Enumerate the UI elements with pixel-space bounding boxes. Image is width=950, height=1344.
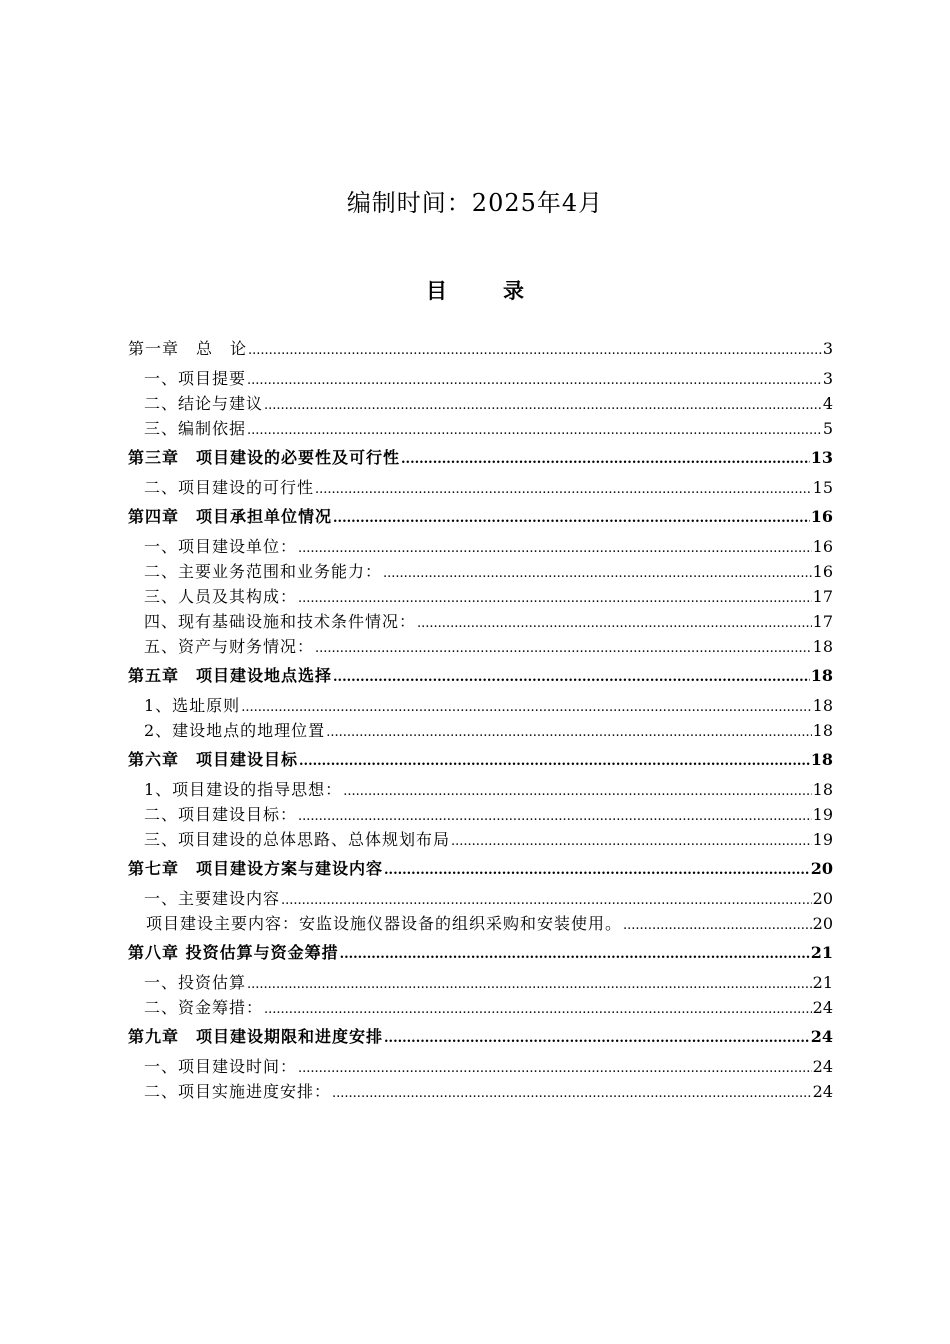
toc-dot-leader: [340, 940, 810, 967]
toc-dot-leader: [298, 802, 812, 829]
toc-entry-page-number: 18: [812, 721, 833, 740]
toc-entry-label: 第五章 项目建设地点选择: [128, 666, 333, 685]
toc-entry-label: 二、项目实施进度安排：: [144, 1082, 332, 1101]
toc-entry-label: 一、项目建设时间：: [144, 1057, 298, 1076]
toc-entry-page-number: 20: [812, 889, 833, 908]
toc-entry-page-number: 13: [810, 448, 833, 467]
toc-entry-page-number: 24: [812, 1057, 833, 1076]
toc-dot-leader: [384, 1024, 810, 1051]
toc-entry-page-number: 18: [810, 666, 833, 685]
toc-dot-leader: [326, 718, 811, 745]
toc-dot-leader: [264, 995, 812, 1022]
toc-chapter-entry[interactable]: [128, 504, 833, 529]
toc-section-entry[interactable]: [128, 584, 833, 609]
toc-entry-page-number: 18: [812, 780, 833, 799]
toc-dot-leader: [281, 886, 812, 913]
toc-dot-leader: [623, 911, 812, 938]
table-of-contents: [128, 336, 833, 1104]
toc-entry-label: 二、项目建设目标：: [144, 805, 298, 824]
toc-entry-page-number: 3: [822, 339, 833, 358]
toc-dot-leader: [298, 584, 812, 611]
toc-entry-page-number: 24: [812, 1082, 833, 1101]
toc-section-entry[interactable]: [128, 1054, 833, 1079]
toc-dot-leader: [299, 747, 810, 774]
toc-entry-label: 四、现有基础设施和技术条件情况：: [144, 612, 417, 631]
toc-entry-page-number: 18: [812, 637, 833, 656]
toc-dot-leader: [247, 970, 812, 997]
toc-entry-page-number: 19: [812, 830, 833, 849]
toc-dot-leader: [401, 445, 810, 472]
toc-entry-page-number: 18: [810, 750, 833, 769]
toc-entry-label: 2、建设地点的地理位置: [144, 721, 326, 740]
toc-entry-label: 1、项目建设的指导思想：: [144, 780, 343, 799]
toc-section-entry[interactable]: [128, 802, 833, 827]
toc-entry-label: 一、主要建设内容: [144, 889, 281, 908]
toc-entry-page-number: 17: [812, 612, 833, 631]
toc-entry-label: 一、项目建设单位：: [144, 537, 298, 556]
toc-entry-page-number: 16: [812, 537, 833, 556]
toc-title-left: 目: [426, 278, 447, 303]
toc-entry-label: 1、选址原则: [144, 696, 241, 715]
toc-entry-label: 第一章 总 论: [128, 339, 248, 358]
toc-section-entry[interactable]: [128, 391, 833, 416]
toc-chapter-entry[interactable]: [128, 856, 833, 881]
toc-section-entry[interactable]: [128, 970, 833, 995]
toc-title: [0, 276, 950, 306]
compile-date: 编制时间：2025年4月: [346, 189, 604, 217]
toc-chapter-entry[interactable]: [128, 1024, 833, 1049]
toc-section-entry[interactable]: [128, 475, 833, 500]
toc-chapter-entry[interactable]: [128, 663, 833, 688]
toc-dot-leader: [241, 693, 811, 720]
toc-section-entry[interactable]: [128, 366, 833, 391]
toc-section-entry[interactable]: [128, 634, 833, 659]
toc-entry-page-number: 15: [812, 478, 833, 497]
toc-entry-label: 第七章 项目建设方案与建设内容: [128, 859, 384, 878]
toc-entry-label: 一、项目提要: [144, 369, 247, 388]
toc-entry-page-number: 5: [822, 419, 833, 438]
toc-dot-leader: [417, 609, 812, 636]
toc-section-entry[interactable]: [128, 911, 833, 936]
toc-entry-label: 第三章 项目建设的必要性及可行性: [128, 448, 401, 467]
toc-section-entry[interactable]: [128, 827, 833, 852]
toc-dot-leader: [384, 856, 810, 883]
toc-chapter-entry[interactable]: [128, 336, 833, 361]
toc-entry-page-number: 16: [812, 562, 833, 581]
toc-entry-page-number: 19: [812, 805, 833, 824]
toc-dot-leader: [383, 559, 812, 586]
toc-entry-page-number: 20: [812, 914, 833, 933]
toc-section-entry[interactable]: [128, 693, 833, 718]
toc-dot-leader: [333, 663, 810, 690]
toc-section-entry[interactable]: [128, 534, 833, 559]
toc-title-right: 录: [503, 278, 524, 303]
toc-entry-label: 三、项目建设的总体思路、总体规划布局: [144, 830, 451, 849]
toc-dot-leader: [451, 827, 812, 854]
toc-entry-label: 二、结论与建议: [144, 394, 264, 413]
toc-entry-page-number: 24: [810, 1027, 833, 1046]
toc-section-entry[interactable]: [128, 777, 833, 802]
toc-chapter-entry[interactable]: [128, 445, 833, 470]
toc-entry-label: 第八章 投资估算与资金筹措: [128, 943, 339, 962]
toc-entry-label: 五、资产与财务情况：: [144, 637, 315, 656]
toc-section-entry[interactable]: [128, 718, 833, 743]
toc-dot-leader: [247, 416, 822, 443]
toc-entry-label: 二、主要业务范围和业务能力：: [144, 562, 383, 581]
toc-section-entry[interactable]: [128, 609, 833, 634]
toc-section-entry[interactable]: [128, 995, 833, 1020]
toc-entry-label: 第六章 项目建设目标: [128, 750, 299, 769]
toc-entry-page-number: 20: [810, 859, 833, 878]
toc-dot-leader: [343, 777, 811, 804]
toc-entry-page-number: 4: [822, 394, 833, 413]
toc-entry-page-number: 3: [822, 369, 833, 388]
toc-entry-label: 项目建设主要内容：安监设施仪器设备的组织采购和安装使用。: [146, 914, 623, 933]
toc-dot-leader: [298, 534, 812, 561]
toc-entry-page-number: 24: [812, 998, 833, 1017]
toc-dot-leader: [315, 475, 812, 502]
toc-dot-leader: [315, 634, 812, 661]
toc-entry-label: 第四章 项目承担单位情况: [128, 507, 333, 526]
toc-entry-label: 三、编制依据: [144, 419, 247, 438]
toc-section-entry[interactable]: [128, 559, 833, 584]
toc-dot-leader: [298, 1054, 812, 1081]
toc-entry-page-number: 16: [810, 507, 833, 526]
toc-entry-page-number: 21: [810, 943, 833, 962]
toc-entry-page-number: 18: [812, 696, 833, 715]
toc-dot-leader: [332, 1079, 812, 1106]
toc-entry-page-number: 21: [812, 973, 833, 992]
toc-chapter-entry[interactable]: [128, 940, 833, 965]
toc-section-entry[interactable]: [128, 1079, 833, 1104]
toc-entry-page-number: 17: [812, 587, 833, 606]
toc-dot-leader: [247, 366, 822, 393]
toc-entry-label: 三、人员及其构成：: [144, 587, 298, 606]
toc-entry-label: 第九章 项目建设期限和进度安排: [128, 1027, 384, 1046]
toc-dot-leader: [248, 336, 822, 363]
toc-section-entry[interactable]: [128, 886, 833, 911]
toc-dot-leader: [333, 504, 810, 531]
toc-dot-leader: [264, 391, 822, 418]
toc-entry-label: 二、项目建设的可行性: [144, 478, 315, 497]
toc-entry-label: 二、资金筹措：: [144, 998, 264, 1017]
toc-section-entry[interactable]: [128, 416, 833, 441]
toc-entry-label: 一、投资估算: [144, 973, 247, 992]
toc-chapter-entry[interactable]: [128, 747, 833, 772]
